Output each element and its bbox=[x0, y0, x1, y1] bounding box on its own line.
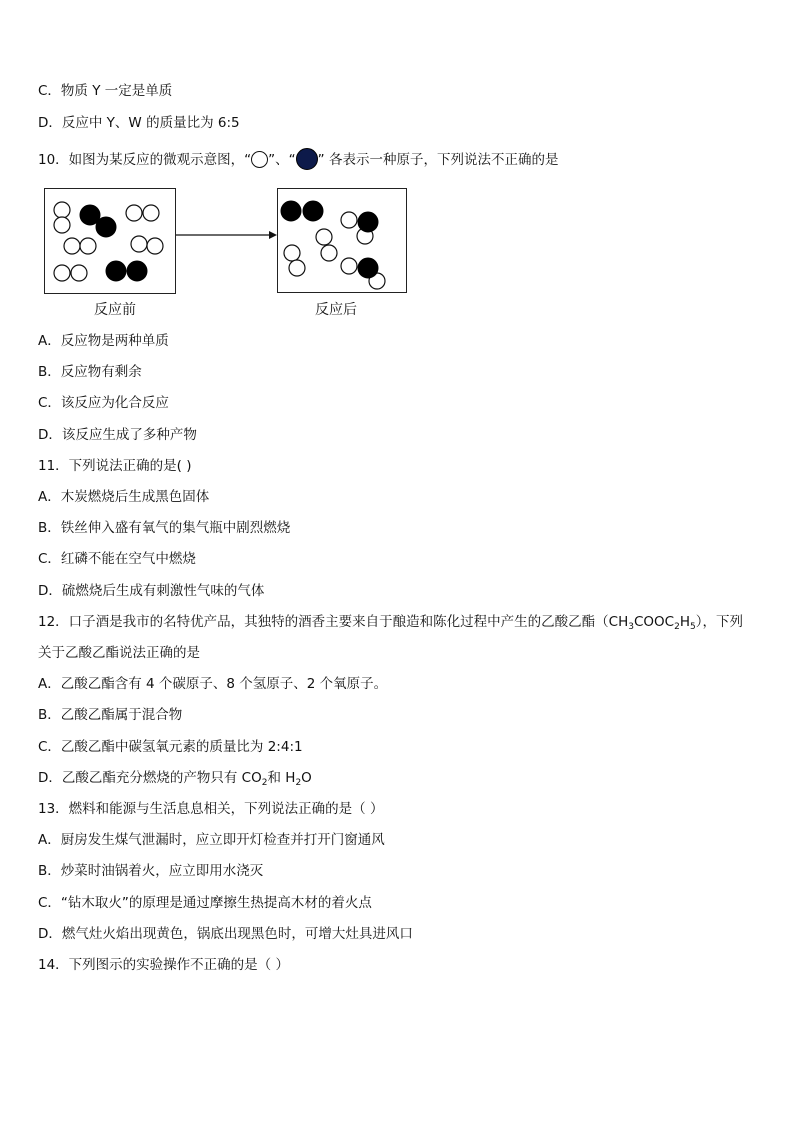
q12-option-c: C．乙酸乙酯中碳氢氧元素的质量比为 2:4:1 bbox=[38, 739, 303, 755]
q11-option-b: B．铁丝伸入盛有氧气的集气瓶中剧烈燃烧 bbox=[38, 520, 291, 536]
q10-option-a: A．反应物是两种单质 bbox=[38, 333, 169, 349]
q12-option-d-text: D．乙酸乙酯充分燃烧的产物只有 CO bbox=[38, 770, 262, 786]
q13-option-d: D．燃气灶火焰出现黄色，锅底出现黑色时，可增大灶具进风口 bbox=[38, 926, 413, 942]
q12-option-d-text: O bbox=[301, 770, 312, 786]
white-atom bbox=[289, 260, 305, 276]
white-atom bbox=[54, 265, 70, 281]
q13-option-c: C．“钻木取火”的原理是通过摩擦生热提高木材的着火点 bbox=[38, 895, 372, 911]
white-atom bbox=[143, 205, 159, 221]
q10-option-c: C．该反应为化合反应 bbox=[38, 395, 169, 411]
q12-stem-line2: 关于乙酸乙酯说法正确的是 bbox=[38, 645, 200, 661]
formula-subscript: 2 bbox=[674, 622, 680, 632]
formula-subscript: 2 bbox=[261, 778, 268, 788]
white-atom-legend-icon bbox=[251, 151, 268, 168]
q11-option-c: C．红磷不能在空气中燃烧 bbox=[38, 551, 196, 567]
q10-stem bbox=[38, 148, 558, 170]
q13-stem: 13．燃料和能源与生活息息相关，下列说法正确的是（ ） bbox=[38, 801, 384, 817]
after-reaction-box bbox=[277, 188, 407, 293]
white-atom bbox=[147, 238, 163, 254]
white-atom bbox=[316, 229, 332, 245]
q12-stem-end: ），下列 bbox=[695, 614, 743, 630]
formula-part: COOC bbox=[634, 614, 675, 630]
black-atom bbox=[96, 217, 116, 237]
dark-atom-legend-icon bbox=[296, 148, 318, 170]
q12-option-a: A．乙酸乙酯含有 4 个碳原子、8 个氢原子、2 个氧原子。 bbox=[38, 676, 388, 692]
q12-option-d-text: 和 H bbox=[267, 770, 296, 786]
q9-option-c: C．物质 Y 一定是单质 bbox=[38, 83, 173, 99]
white-atom bbox=[54, 202, 70, 218]
q10-stem-part-a: 10．如图为某反应的微观示意图，“ bbox=[38, 152, 252, 168]
white-atom bbox=[71, 265, 87, 281]
caption-after-reaction: 反应后 bbox=[315, 302, 357, 318]
q10-option-b: B．反应物有剩余 bbox=[38, 364, 142, 380]
white-atom bbox=[321, 245, 337, 261]
q10-stem-part-c: ” 各表示一种原子，下列说法不正确的是 bbox=[317, 152, 559, 168]
formula-subscript: 5 bbox=[690, 622, 696, 632]
white-atom bbox=[284, 245, 300, 261]
black-atom bbox=[358, 258, 378, 278]
white-atom bbox=[341, 212, 357, 228]
formula-part: H bbox=[679, 614, 690, 630]
q14-stem: 14．下列图示的实验操作不正确的是（ ） bbox=[38, 957, 289, 973]
formula-subscript: 2 bbox=[295, 778, 302, 788]
black-atom bbox=[358, 212, 378, 232]
white-atom bbox=[80, 238, 96, 254]
white-atom bbox=[64, 238, 80, 254]
formula-subscript: 3 bbox=[628, 622, 634, 632]
q10-stem-part-b: ”、“ bbox=[268, 152, 296, 168]
q13-option-b: B．炒菜时油锅着火，应立即用水浇灭 bbox=[38, 863, 264, 879]
black-atom bbox=[127, 261, 147, 281]
caption-before-reaction: 反应前 bbox=[94, 302, 136, 318]
q12-option-d bbox=[38, 768, 312, 788]
q12-option-b: B．乙酸乙酯属于混合物 bbox=[38, 707, 183, 723]
q11-stem: 11．下列说法正确的是( ) bbox=[38, 458, 192, 474]
black-atom bbox=[281, 201, 301, 221]
before-reaction-box bbox=[44, 188, 176, 294]
q12-stem-line1 bbox=[38, 612, 743, 632]
black-atom bbox=[106, 261, 126, 281]
white-atom bbox=[341, 258, 357, 274]
before-reaction-particles bbox=[45, 189, 175, 293]
q12-stem-text: 12．口子酒是我市的名特优产品，其独特的酒香主要来自于酿造和陈化过程中产生的乙酸乙酯（CH bbox=[38, 614, 629, 630]
q9-option-d: D．反应中 Y、W 的质量比为 6:5 bbox=[38, 115, 240, 131]
after-reaction-particles bbox=[278, 189, 406, 292]
q11-option-a: A．木炭燃烧后生成黑色固体 bbox=[38, 489, 210, 505]
white-atom bbox=[54, 217, 70, 233]
white-atom bbox=[131, 236, 147, 252]
q10-option-d: D．该反应生成了多种产物 bbox=[38, 427, 197, 443]
reaction-arrow-icon bbox=[176, 228, 278, 242]
black-atom bbox=[303, 201, 323, 221]
q11-option-d: D．硫燃烧后生成有刺激性气味的气体 bbox=[38, 583, 265, 599]
q13-option-a: A．厨房发生煤气泄漏时，应立即开灯检查并打开门窗通风 bbox=[38, 832, 385, 848]
white-atom bbox=[126, 205, 142, 221]
